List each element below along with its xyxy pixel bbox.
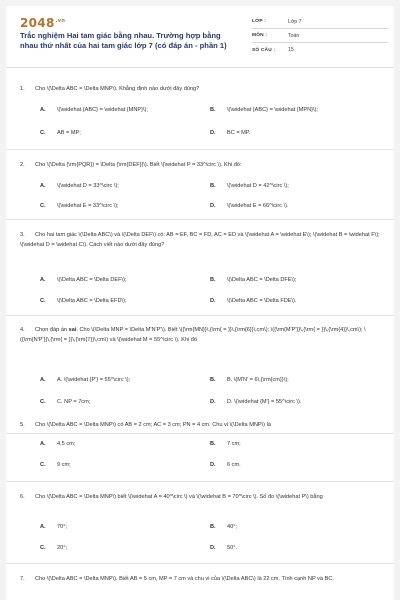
question-body: Cho \(\Delta ABC = \Delta MNP\) biết \(\widehat A = 40^\circ \) và \(\widehat B = 70^\circ \). Số đo \(\widehat P\) bằng xyxy=(35,494,323,500)
option-c[interactable] xyxy=(40,202,119,211)
option-letter: C. xyxy=(40,203,46,209)
question-number: 7. xyxy=(20,576,25,582)
option-text: 9 cm; xyxy=(57,462,71,468)
option-letter: B. xyxy=(210,441,216,447)
question-number: 1. xyxy=(20,86,25,92)
option-a[interactable] xyxy=(40,106,148,115)
option-c[interactable] xyxy=(40,129,81,138)
option-a[interactable] xyxy=(40,523,67,532)
option-text: \(\widehat E = 66^\circ \). xyxy=(227,203,289,209)
option-text: A. \(\widehat {P'} = 55^\circ \); xyxy=(57,377,131,383)
option-letter: B. xyxy=(210,524,216,530)
question-body: Cho \(\Delta {\rm{PQR}} = \Delta {\rm{DEF}}\). Biết \(\widehat P = 33^\circ \). Khi đó: xyxy=(35,162,242,168)
question-text xyxy=(20,420,382,430)
question-6 xyxy=(6,482,394,564)
option-d[interactable] xyxy=(210,202,289,211)
question-number: 4. xyxy=(20,327,25,333)
option-letter: A. xyxy=(40,107,46,113)
option-text: AB = MP; xyxy=(57,130,81,136)
option-letter: A. xyxy=(40,183,46,189)
meta-key: MÔN : xyxy=(252,33,268,38)
question-text xyxy=(20,325,382,345)
option-text: B. \(M'N' = 6\,{\rm{cm}}\); xyxy=(227,377,289,383)
option-letter: B. xyxy=(210,107,216,113)
option-letter: B. xyxy=(210,377,216,383)
question-lead: Chọn đáp án xyxy=(35,327,69,333)
logo-text: 2048 xyxy=(20,16,55,30)
option-c[interactable] xyxy=(40,461,71,470)
option-letter: A. xyxy=(40,377,46,383)
option-text: 50°. xyxy=(227,545,238,551)
option-b[interactable] xyxy=(210,440,241,449)
option-text: 7 cm; xyxy=(227,441,241,447)
option-a[interactable] xyxy=(40,440,75,449)
question-body: Cho hai tam giác \(\Delta ABC\) và \(\Delta DEF\) có: AB = EF, BC = FD, AC = ED và \(\widehat A = \widehat E\); \(\widehat B = \widehat F\); \(\widehat D = \widehat C\). Cách viết nào dưới đây đúng? xyxy=(20,232,380,249)
option-b[interactable] xyxy=(210,523,237,532)
meta-row-count xyxy=(252,43,388,57)
option-text: \(\widehat D = 33^\circ \); xyxy=(57,183,119,189)
option-c[interactable] xyxy=(40,297,126,306)
option-text: \(\Delta ABC = \Delta FDE\). xyxy=(227,298,297,304)
meta-table xyxy=(252,15,388,57)
option-d[interactable] xyxy=(210,129,250,138)
question-text xyxy=(20,160,382,170)
option-letter: D. xyxy=(210,203,216,209)
option-letter: D. xyxy=(210,130,216,136)
question-2 xyxy=(6,150,394,220)
question-body: . Cho \(\Delta MNP = \Delta M'N'P'\). Biết \({\rm{MN}}\,{\rm{ = }}\,{\rm{6}}\,cm\); \({\rm{M'P'}}\,{\rm{ = }}\,{\rm{4}}\,cm\); \({\rm{N'P'}}\,{\rm{ = }}\,{\rm{7}}\,cm\) và \(\widehat M = 55^\circ \). Khi đó xyxy=(20,327,366,344)
option-letter: A. xyxy=(40,277,46,283)
option-text: 40°; xyxy=(227,524,238,530)
option-text: \(\Delta ABC = \Delta EFD\); xyxy=(57,298,127,304)
question-1 xyxy=(6,74,394,150)
option-a[interactable] xyxy=(40,276,126,285)
document-page xyxy=(6,6,394,600)
option-text: \(\Delta ABC = \Delta DFE\); xyxy=(227,277,297,283)
option-text: C. NP = 7cm; xyxy=(57,399,91,405)
option-c[interactable] xyxy=(40,544,67,553)
option-letter: A. xyxy=(40,524,46,530)
option-b[interactable] xyxy=(210,182,289,191)
meta-value: 15 xyxy=(288,47,294,53)
option-letter: B. xyxy=(210,277,216,283)
option-text: \(\widehat {ABC} = \widehat {MNP}\); xyxy=(57,107,148,113)
option-text: BC = MP. xyxy=(227,130,251,136)
option-text: \(\widehat D = 42^\circ \); xyxy=(227,183,289,189)
logo-suffix: .vn xyxy=(55,18,66,24)
question-body: Cho \(\Delta ABC = \Delta MNP\). Khẳng định nào dưới đây đúng? xyxy=(35,86,200,92)
option-text: \(\Delta ABC = \Delta DEF\); xyxy=(57,277,127,283)
option-a[interactable] xyxy=(40,182,119,191)
document-header xyxy=(6,6,394,68)
option-letter: D. xyxy=(210,462,216,468)
meta-key: SỐ CÂU : xyxy=(252,47,276,53)
option-a[interactable] xyxy=(40,376,130,385)
option-b[interactable] xyxy=(210,276,296,285)
option-d[interactable] xyxy=(210,297,296,306)
question-body: Cho \(\Delta ABC = \Delta MNP\) có AB = 2 cm; AC = 3 cm; PN = 4 cm. Chu vi \(\Delta MNP\) là xyxy=(35,422,271,428)
option-c[interactable] xyxy=(40,398,90,407)
question-number: 5. xyxy=(20,422,25,428)
question-3 xyxy=(6,220,394,316)
meta-row-class xyxy=(252,15,388,29)
option-text: D. \(\widehat {M'} = 55^\circ \). xyxy=(227,399,302,405)
option-letter: D. xyxy=(210,399,216,405)
question-text xyxy=(20,230,382,250)
page-title: Trắc nghiệm Hai tam giác bằng nhau. Trường hợp bằng nhau thứ nhất của hai tam giác lớp 7 (có đáp án - phần 1) xyxy=(20,31,227,50)
option-text: 6 cm. xyxy=(227,462,241,468)
option-letter: C. xyxy=(40,130,46,136)
option-b[interactable] xyxy=(210,376,289,385)
question-number: 2. xyxy=(20,162,25,168)
question-text xyxy=(20,492,382,502)
option-letter: C. xyxy=(40,399,46,405)
option-letter: D. xyxy=(210,298,216,304)
option-b[interactable] xyxy=(210,106,318,115)
option-letter: C. xyxy=(40,298,46,304)
question-text xyxy=(20,574,382,584)
option-letter: C. xyxy=(40,462,46,468)
meta-value: Lớp 7 xyxy=(288,18,302,25)
question-7 xyxy=(6,564,394,600)
meta-value: Toán xyxy=(288,32,300,39)
question-body: Cho \(\Delta ABC = \Delta MNP\). Biết AB = 5 cm, MP = 7 cm và chu vi của \(\Delta ABC\) là 22 cm. Tính cạnh NP và BC. xyxy=(35,576,334,582)
option-text: 70°; xyxy=(57,524,68,530)
option-text: \(\widehat {ABC} = \widehat {MPN}\); xyxy=(227,107,318,113)
site-logo[interactable] xyxy=(20,16,65,30)
meta-key: LỚP : xyxy=(252,19,267,24)
question-4 xyxy=(6,316,394,434)
option-d[interactable] xyxy=(210,544,237,553)
option-d[interactable] xyxy=(210,461,241,470)
option-d[interactable] xyxy=(210,398,301,407)
option-letter: D. xyxy=(210,545,216,551)
option-letter: B. xyxy=(210,183,216,189)
option-text: \(\widehat E = 33^\circ \); xyxy=(57,203,119,209)
emphasis-sai: sai xyxy=(68,327,77,333)
question-text xyxy=(20,84,382,94)
option-text: 20°; xyxy=(57,545,68,551)
option-letter: C. xyxy=(40,545,46,551)
meta-row-subject xyxy=(252,29,388,43)
question-5 xyxy=(6,422,394,482)
option-text: 4,5 cm; xyxy=(57,441,76,447)
question-number: 3. xyxy=(20,232,25,238)
option-letter: A. xyxy=(40,441,46,447)
question-number: 6. xyxy=(20,494,25,500)
